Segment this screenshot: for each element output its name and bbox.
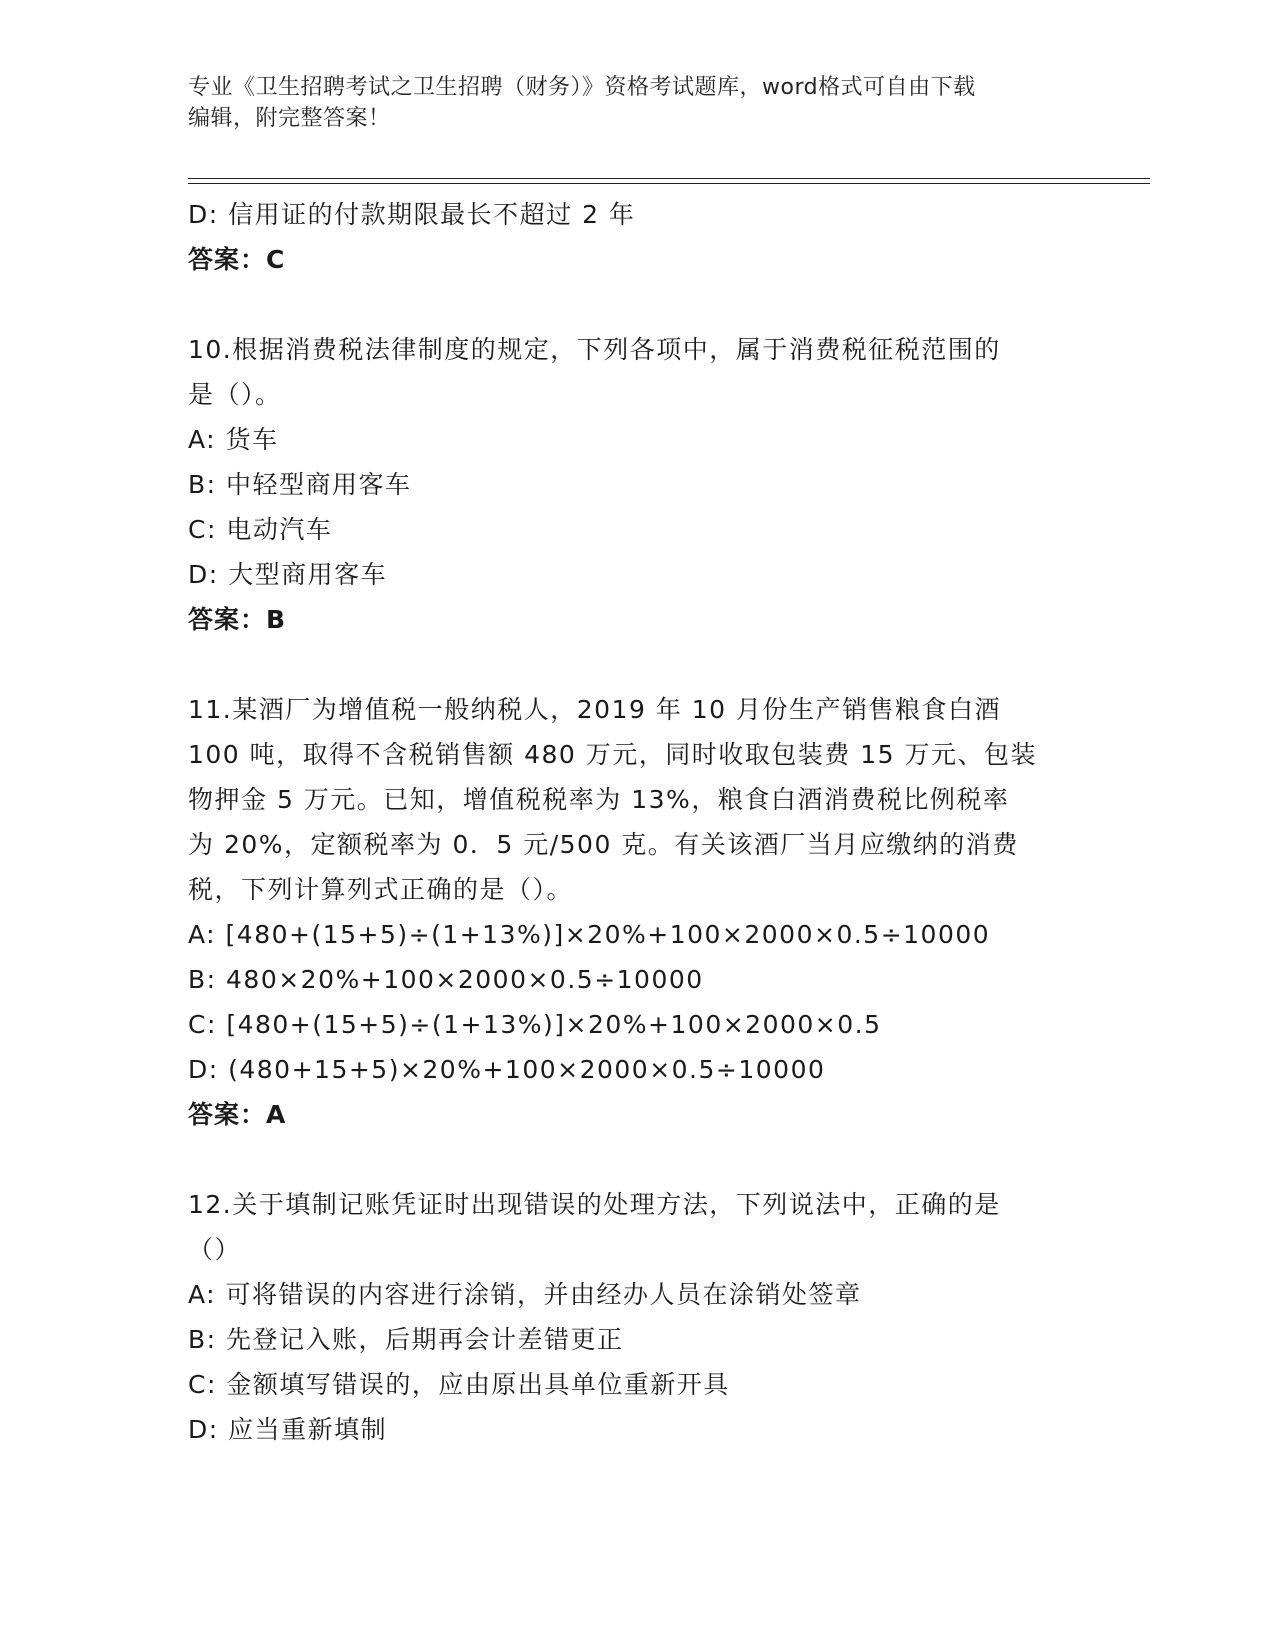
option-a: A: 货车 [188, 425, 279, 454]
option-d: D: 应当重新填制 [188, 1415, 388, 1444]
option-b: B: 先登记入账，后期再会计差错更正 [188, 1325, 624, 1354]
spacer [188, 642, 1088, 687]
prev-answer: 答案：C [188, 245, 286, 274]
option-c: C: 金额填写错误的，应由原出具单位重新开具 [188, 1370, 730, 1399]
option-d: D: (480+15+5)×20%+100×2000×0.5÷10000 [188, 1055, 826, 1084]
option-b: B: 中轻型商用客车 [188, 470, 412, 499]
question-stem-line: （） [188, 1235, 242, 1264]
answer: 答案：B [188, 605, 287, 634]
header-line-2: 编辑，附完整答案！ [188, 106, 391, 131]
document-header [188, 72, 1068, 134]
question-stem-line: 是（）。 [188, 380, 282, 409]
header-divider-top [188, 178, 1150, 179]
question-12 [188, 1182, 1088, 1452]
option-a: A: [480+(15+5)÷(1+13%)]×20%+100×2000×0.5÷10000 [188, 920, 991, 949]
option-a: A: 可将错误的内容进行涂销，并由经办人员在涂销处签章 [188, 1280, 862, 1309]
question-10 [188, 327, 1088, 642]
question-stem-line: 100 吨，取得不含税销售额 480 万元，同时收取包装费 15 万元、包装 [188, 740, 1037, 769]
question-content [188, 192, 1088, 1452]
question-stem-line: 12.关于填制记账凭证时出现错误的处理方法，下列说法中，正确的是 [188, 1190, 1001, 1219]
question-stem-line: 税，下列计算列式正确的是（）。 [188, 875, 574, 904]
header-divider-bottom [188, 183, 1150, 184]
option-c: C: [480+(15+5)÷(1+13%)]×20%+100×2000×0.5 [188, 1010, 882, 1039]
spacer [188, 1137, 1088, 1182]
question-stem-line: 10.根据消费税法律制度的规定，下列各项中，属于消费税征税范围的 [188, 335, 1001, 364]
option-b: B: 480×20%+100×2000×0.5÷10000 [188, 965, 704, 994]
prev-option-d: D: 信用证的付款期限最长不超过 2 年 [188, 200, 636, 229]
question-stem-line: 11.某酒厂为增值税一般纳税人，2019 年 10 月份生产销售粮食白酒 [188, 695, 1002, 724]
option-d: D: 大型商用客车 [188, 560, 388, 589]
question-stem-line: 物押金 5 万元。已知，增值税税率为 13%，粮食白酒消费税比例税率 [188, 785, 1010, 814]
question-11 [188, 687, 1088, 1137]
answer: 答案：A [188, 1100, 287, 1129]
header-line-1: 专业《卫生招聘考试之卫生招聘（财务）》资格考试题库，word格式可自由下载 [188, 75, 976, 100]
option-c: C: 电动汽车 [188, 515, 333, 544]
spacer [188, 282, 1088, 327]
question-stem-line: 为 20%，定额税率为 0．5 元/500 克。有关该酒厂当月应缴纳的消费 [188, 830, 1019, 859]
